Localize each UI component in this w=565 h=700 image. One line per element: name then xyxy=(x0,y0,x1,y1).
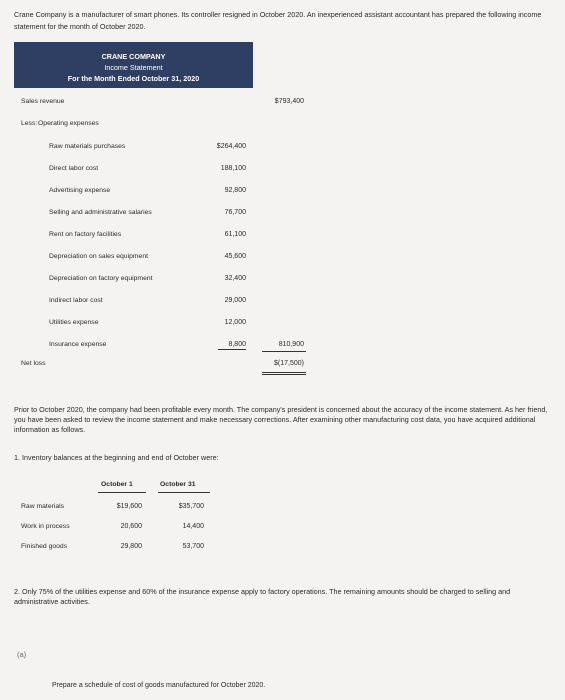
inventory-header-oct1: October 1 xyxy=(101,481,133,488)
inventory-header-rule-2 xyxy=(158,492,210,493)
expense-label: Utilities expense xyxy=(49,319,99,326)
expense-label: Direct labor cost xyxy=(49,165,99,172)
inventory-oct31-value: 53,700 xyxy=(182,543,204,550)
expense-value: 45,600 xyxy=(224,253,246,260)
expense-label: Advertising expense xyxy=(49,187,111,194)
expense-label: Raw materials purchases xyxy=(49,143,126,150)
expense-label: Selling and administrative salaries xyxy=(49,209,152,216)
net-loss-value: $(17,500) xyxy=(274,360,304,367)
expense-value: 61,100 xyxy=(224,231,246,238)
inventory-oct1-value: $19,600 xyxy=(116,503,142,510)
inventory-row-label: Finished goods xyxy=(21,543,68,550)
inventory-oct31-value: $35,700 xyxy=(178,503,204,510)
part-a-label: (a) xyxy=(17,650,27,659)
expense-value: $264,400 xyxy=(216,143,246,150)
item-1-text: 1. Inventory balances at the beginning and end of October were: xyxy=(14,453,219,462)
expense-value: 29,000 xyxy=(224,297,246,304)
expense-label: Rent on factory facilities xyxy=(49,231,122,238)
operating-expenses-label: Operating expenses xyxy=(38,120,99,127)
net-loss-label: Net loss xyxy=(21,360,46,367)
task-prompt: Prepare a schedule of cost of goods manufactured for October 2020. xyxy=(52,682,266,689)
total-expenses-rule xyxy=(262,351,306,352)
sales-revenue-label: Sales revenue xyxy=(21,98,65,105)
statement-period: For the Month Ended October 31, 2020 xyxy=(67,74,200,83)
inventory-row-label: Raw materials xyxy=(21,503,65,510)
paragraph-prior: Prior to October 2020, the company had been profitable every month. The company's president is concerned about the accuracy of the income statement. As her friend, you have been asked to review the income statement and make necessary corrections. After examining other manufacturing cost data, you have acquired additional information as follows. xyxy=(14,405,548,434)
sales-revenue-value: $793,400 xyxy=(274,98,304,105)
less-label: Less: xyxy=(21,120,38,127)
inventory-oct1-value: 29,800 xyxy=(120,543,142,550)
inventory-header-rule-1 xyxy=(98,492,146,493)
expense-label: Depreciation on factory equipment xyxy=(49,275,153,282)
expense-value: 76,700 xyxy=(224,209,246,216)
net-loss-rule-2 xyxy=(262,374,306,375)
statement-title: Income Statement xyxy=(104,63,163,72)
total-expenses-value: 810,900 xyxy=(278,341,304,348)
expense-value: 8,800 xyxy=(228,341,246,348)
inventory-oct1-value: 20,600 xyxy=(120,523,142,530)
item-2-text: 2. Only 75% of the utilities expense and 60% of the insurance expense apply to factory operations. The remaining amounts should be charged to selling and administrative activities. xyxy=(14,587,511,606)
intro-text: Crane Company is a manufacturer of smart phones. Its controller resigned in October 2020. An inexperienced assistant accountant has prepared the following income statement for the month of October 2020. xyxy=(14,10,542,31)
company-name: CRANE COMPANY xyxy=(101,52,166,61)
inventory-row-label: Work in process xyxy=(21,523,70,530)
expense-subtotal-rule xyxy=(218,349,246,350)
statement-header xyxy=(14,42,253,88)
expense-label: Depreciation on sales equipment xyxy=(49,253,148,260)
expense-value: 12,000 xyxy=(224,319,246,326)
expense-value: 188,100 xyxy=(220,165,246,172)
expense-label: Insurance expense xyxy=(49,341,107,348)
inventory-header-oct31: October 31 xyxy=(160,481,196,488)
expense-value: 32,400 xyxy=(224,275,246,282)
inventory-oct31-value: 14,400 xyxy=(182,523,204,530)
expense-value: 92,800 xyxy=(224,187,246,194)
expense-label: Indirect labor cost xyxy=(49,297,103,304)
net-loss-rule-1 xyxy=(262,372,306,373)
